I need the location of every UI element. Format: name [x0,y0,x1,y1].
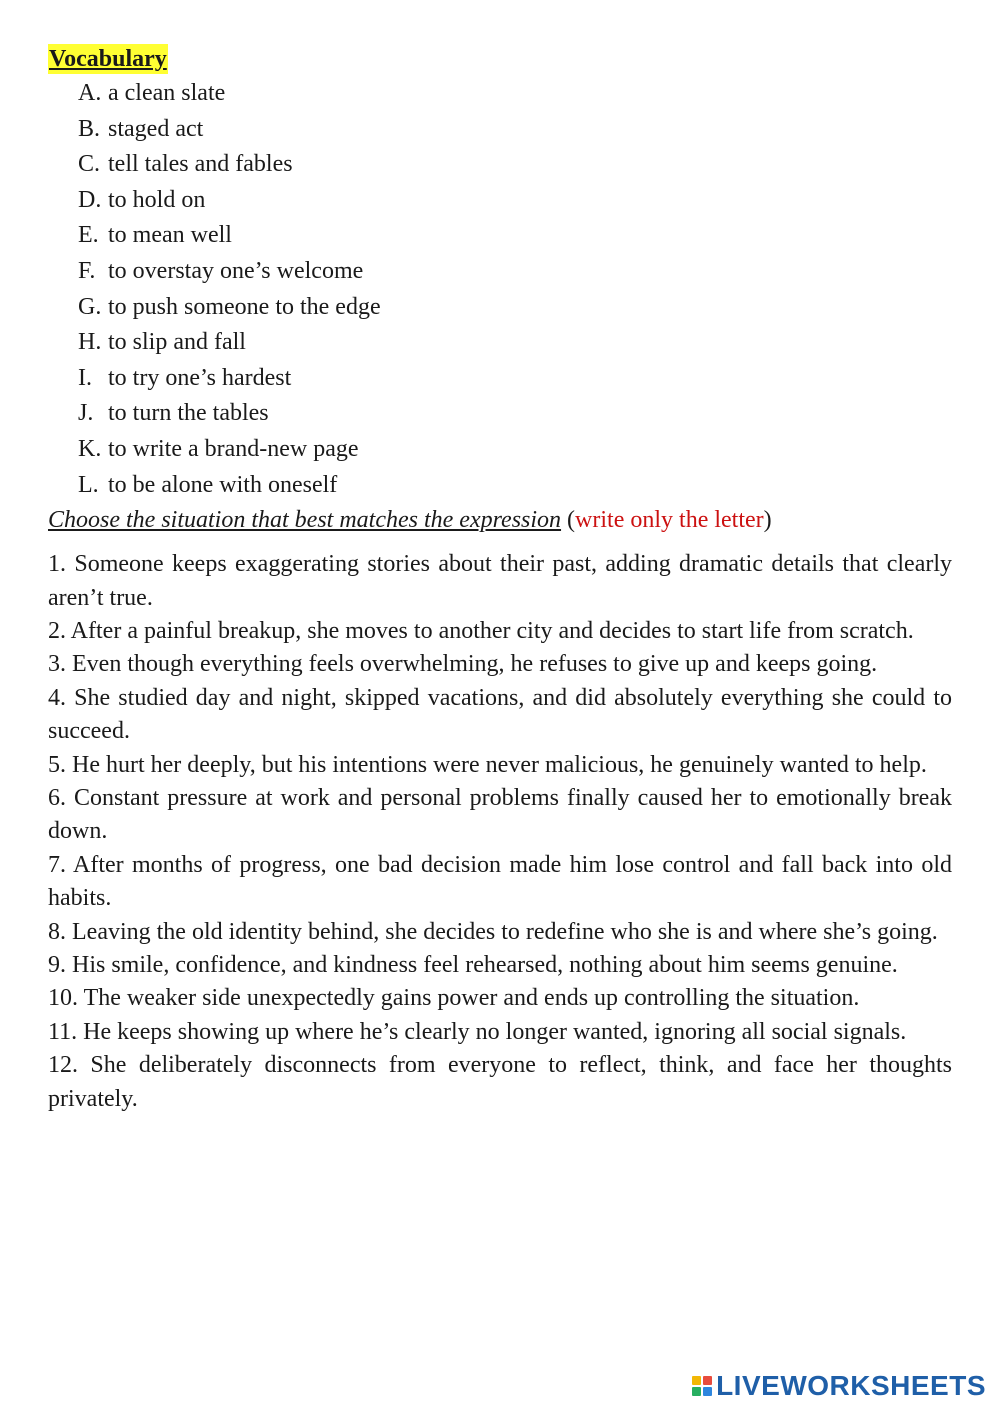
vocabulary-text: staged act [108,115,204,142]
instruction-text: Choose the situation that best matches the expression [48,507,562,534]
situation-item: 8. Leaving the old identity behind, she decides to redefine who she is and where she’s going. [48,918,938,945]
logo-tile [692,1376,701,1385]
vocabulary-letter: L. [78,471,99,498]
vocabulary-item [48,218,952,254]
vocabulary-item [48,396,952,432]
vocabulary-title: Vocabulary [49,46,167,72]
vocabulary-item [48,112,952,148]
situation-item: 12. She deliberately disconnects from everyone to reflect, think, and face her thoughts privately. [48,1052,952,1112]
situation-item: 3. Even though everything feels overwhelming, he refuses to give up and keeps going. [48,651,878,678]
vocabulary-text: tell tales and fables [108,151,293,178]
vocabulary-item [48,76,952,112]
vocabulary-item [48,468,952,504]
vocabulary-text: to hold on [108,186,206,213]
situation-item: 5. He hurt her deeply, but his intentions were never malicious, he genuinely wanted to help. [48,751,927,778]
instruction-open-paren: ( [567,507,576,534]
situation-item: 9. His smile, confidence, and kindness feel rehearsed, nothing about him seems genuine. [48,952,898,978]
vocabulary-letter: K. [78,435,102,462]
vocabulary-item [48,325,952,361]
vocabulary-letter: C. [78,151,101,178]
vocabulary-item [48,361,952,397]
logo-text: LIVEWORKSHEETS [716,1370,986,1401]
vocabulary-letter: G. [78,293,102,320]
vocabulary-letter: F. [78,257,96,284]
vocabulary-text: to slip and fall [108,329,246,356]
situation-item: 11. He keeps showing up where he’s clearly no longer wanted, ignoring all social signals. [48,1018,907,1045]
vocabulary-letter: E. [78,222,99,249]
vocabulary-list [48,76,952,503]
vocabulary-text: a clean slate [108,80,226,106]
logo-mark-icon [692,1376,712,1396]
vocabulary-item [48,147,952,183]
vocabulary-letter: A. [78,80,102,106]
situation-item: 4. She studied day and night, skipped vacations, and did absolutely everything she could to succeed. [48,684,952,745]
vocabulary-item [48,290,952,326]
liveworksheets-logo [692,1369,986,1403]
vocabulary-letter: B. [78,115,101,142]
instruction [48,503,952,537]
situation-item: 2. After a painful breakup, she moves to another city and decides to start life from scratch. [48,617,914,644]
logo-tile [703,1376,712,1385]
logo-tile [703,1387,712,1396]
situation-item: 10. The weaker side unexpectedly gains power and ends up controlling the situation. [48,985,860,1012]
vocabulary-section [48,44,952,503]
vocabulary-letter: D. [78,186,102,213]
vocabulary-letter: J. [78,400,94,427]
vocabulary-item [48,254,952,290]
instruction-close-paren: ) [763,507,772,534]
situation-item: 6. Constant pressure at work and personal problems finally caused her to emotionally break down. [48,784,952,845]
logo-tile [692,1387,701,1396]
vocabulary-text: to overstay one’s welcome [108,257,364,284]
situation-item: 1. Someone keeps exaggerating stories about their past, adding dramatic details that clearly aren’t true. [48,551,952,611]
vocabulary-item [48,183,952,219]
vocabulary-letter: H. [78,329,102,356]
vocabulary-text: to turn the tables [108,400,269,427]
situations-list [48,548,952,1116]
situation-item: 7. After months of progress, one bad decision made him lose control and fall back into old habits. [48,851,952,912]
vocabulary-text: to write a brand-new page [108,435,359,462]
worksheet-page [48,44,952,1116]
vocabulary-text: to push someone to the edge [108,293,381,320]
vocabulary-text: to mean well [108,222,232,249]
vocabulary-item [48,432,952,468]
vocabulary-text: to be alone with oneself [108,471,338,498]
vocabulary-letter: I. [78,364,92,391]
vocabulary-text: to try one’s hardest [108,364,292,391]
instruction-note: write only the letter [575,507,764,534]
